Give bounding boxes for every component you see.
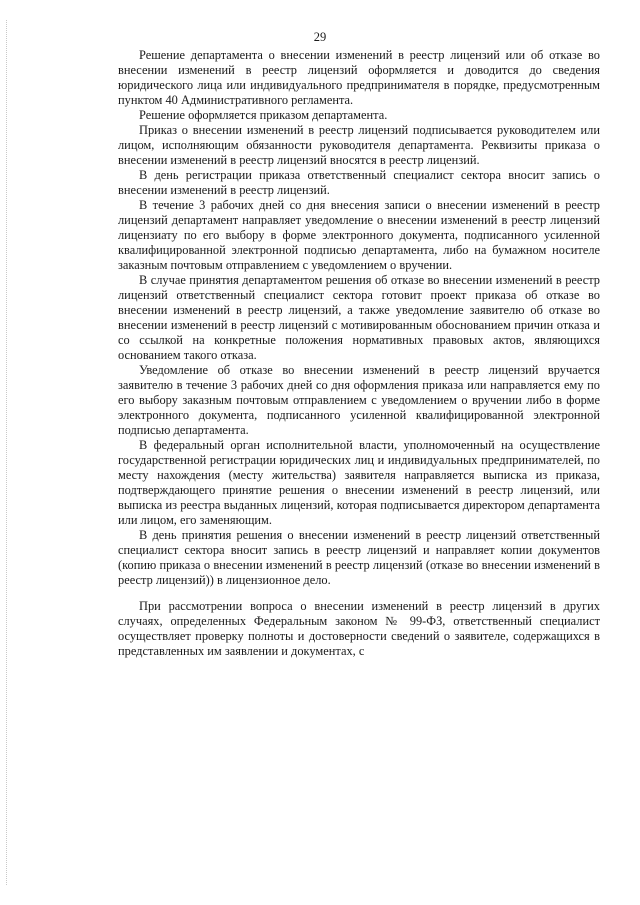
paragraph: При рассмотрении вопроса о внесении изменений в реестр лицензий в других случаях, определенных Федеральным законом № 99-ФЗ, ответственный специалист осуществляет проверку полноты и достоверности сведений о заявителе, содержащихся в представленных им заявлении и документах, с (118, 599, 600, 658)
paragraph: В федеральный орган исполнительной власти, уполномоченный на осуществление государственной регистрации юридических лиц и индивидуальных предпринимателей, по месту нахождения (месту жительства) заявителя направляется выписка из приказа, подтверждающего принятие решения о внесении изменений в реестр лицензий, или выписка из реестра выданных лицензий, которая подписывается директором департамента или лицом, его заменяющим. (118, 438, 600, 527)
paragraph: Решение оформляется приказом департамента. (139, 108, 388, 122)
paragraph: В случае принятия департаментом решения об отказе во внесении изменений в реестр лицензий ответственный специалист сектора готовит проект приказа об отказе во внесении изменений в реестр лицензий, а также уведомление заявителю об отказе во внесении изменений в реестр лицензий с мотивированным обоснованием причин отказа и со ссылкой на конкретные положения нормативных правовых актов, являющихся основанием такого отказа. (118, 273, 600, 362)
paragraph: Приказ о внесении изменений в реестр лицензий подписывается руководителем или лицом, исполняющим обязанности руководителя департамента. Реквизиты приказа о внесении изменений в реестр лицензий вносятся в реестр лицензий. (118, 123, 600, 167)
scan-edge-marks (6, 20, 9, 885)
paragraph: В течение 3 рабочих дней со дня внесения записи о внесении изменений в реестр лицензий департамент направляет уведомление о внесении изменений в реестр лицензий лицензиату по его выбору в форме электронного документа, подписанного усиленной квалифицированной электронной подписью департамента, либо на бумажном носителе заказным почтовым отправлением с уведомлением о вручении. (118, 198, 600, 272)
document-body (118, 48, 600, 659)
page-number: 29 (313, 30, 327, 44)
paragraph: Уведомление об отказе во внесении изменений в реестр лицензий вручается заявителю в течение 3 рабочих дней со дня оформления приказа или направляется ему по его выбору заказным почтовым отправлением с уведомлением о вручении либо в форме электронного документа, подписанного усиленной квалифицированной электронной подписью департамента. (118, 363, 600, 437)
paragraph: Решение департамента о внесении изменений в реестр лицензий или об отказе во внесении изменений в реестр лицензий оформляется и доводится до сведения юридического лица или индивидуального предпринимателя в порядке, предусмотренным пунктом 40 Административного регламента. (118, 48, 600, 107)
paragraph: В день принятия решения о внесении изменений в реестр лицензий ответственный специалист сектора вносит запись в реестр лицензий и направляет копии документов (копию приказа о внесении изменений в реестр лицензий (отказе во внесении изменений в реестр лицензий)) в лицензионное дело. (118, 528, 600, 587)
paragraph: В день регистрации приказа ответственный специалист сектора вносит запись о внесении изменений в реестр лицензий. (118, 168, 600, 197)
